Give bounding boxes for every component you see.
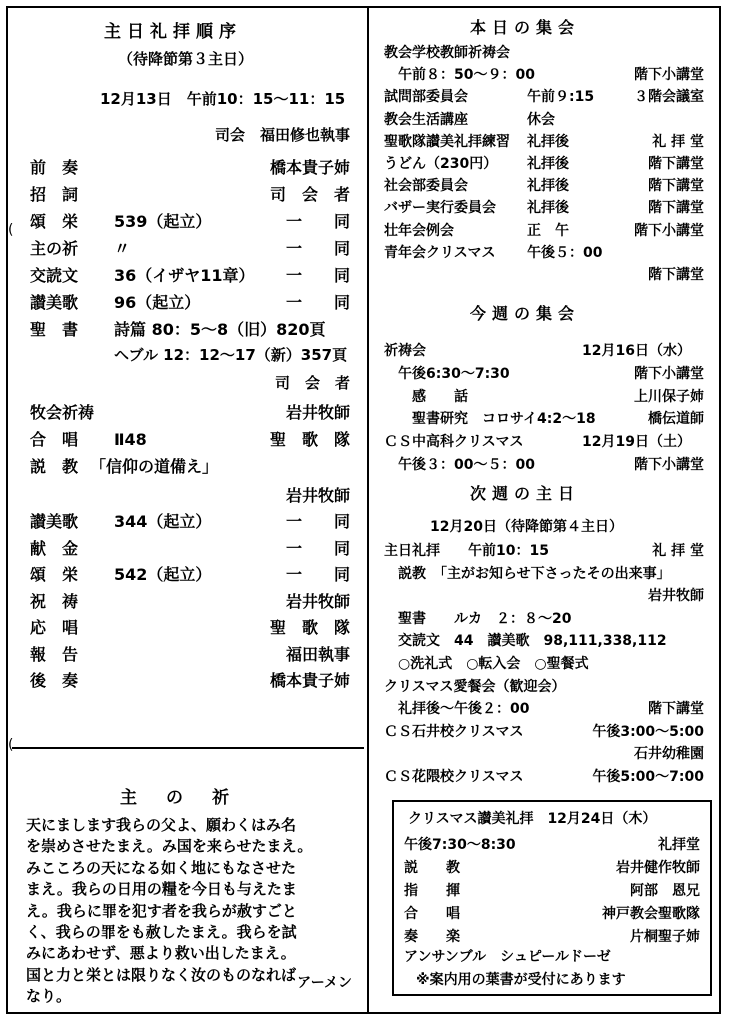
meeting-place: 階下小講堂: [634, 457, 704, 473]
meeting-name: 午後３：00～５：00: [384, 457, 535, 473]
meeting-time: 礼拝後: [527, 133, 569, 150]
presider: 司会 福田修也執事: [214, 126, 350, 144]
order-detail: 542（起立）: [114, 565, 212, 584]
meeting-name: 聖歌隊讃美礼拝練習: [384, 133, 510, 150]
section-divider: [12, 747, 364, 749]
christmas-item-detail: 片桐聖子姉: [630, 929, 700, 945]
next-item: ＣＳ石井校クリスマス: [384, 723, 524, 740]
order-person: 橋本貴子姉: [269, 671, 350, 690]
scripture-reader: 司 会 者: [274, 374, 350, 392]
christmas-item: 説 教: [404, 860, 460, 876]
order-person: 岩井牧師: [285, 591, 350, 611]
lords-prayer-line: を崇めさせたまえ。み国を来らせたまえ。: [26, 837, 313, 856]
meeting-place: 階下講堂: [648, 178, 704, 195]
order-label: 牧会祈祷: [30, 403, 95, 422]
meeting-name: 教会生活講座: [384, 111, 468, 128]
service-datetime: 12月13日 午前10：15～11：15: [100, 90, 346, 108]
next-item-detail: 礼 拝 堂: [652, 543, 704, 559]
christmas-item: 午後7:30～8:30: [404, 837, 516, 853]
scripture-new: ヘブル 12：12～17（新）357頁: [114, 346, 348, 364]
next-item-detail: 階下講堂: [648, 701, 704, 718]
meeting-place: 階下小講堂: [634, 365, 704, 382]
christmas-item: 合 唱: [404, 906, 460, 922]
meeting-name: うどん（230円）: [384, 156, 498, 172]
page-title: 主日礼拝順序: [104, 22, 242, 42]
christmas-item-detail: 神戸教会聖歌隊: [602, 906, 700, 922]
meeting-place: 階下講堂: [648, 267, 704, 283]
christmas-title: クリスマス讃美礼拝 12月24日（木）: [408, 811, 657, 827]
meeting-time: 礼拝後: [527, 200, 569, 217]
meeting-place: ３階会議室: [634, 89, 704, 106]
order-label: 応 唱: [30, 618, 79, 637]
sermon-title: 「信仰の道備え」: [90, 457, 219, 476]
meeting-name: 試問部委員会: [384, 89, 468, 106]
meeting-name: 壮年会例会: [384, 222, 454, 239]
meeting-name: 教会学校教師祈祷会: [384, 45, 510, 61]
christmas-item-detail: 礼拝堂: [658, 837, 700, 853]
order-person: 一 同: [285, 266, 350, 285]
lords-prayer-line: みこころの天になる如く地にもなさせた: [26, 858, 297, 877]
christmas-item-detail: 阿部 恩兄: [630, 883, 700, 899]
ensemble: アンサンブル シュピールドーゼ: [404, 949, 611, 965]
christmas-item: 奏 楽: [404, 929, 460, 945]
order-person: 聖 歌 隊: [269, 618, 350, 637]
order-detail: 36（イザヤ11章）: [114, 266, 255, 285]
meeting-name: 聖書研究 コロサイ4:2～18: [384, 411, 596, 428]
next-item: 聖書 ルカ ２：８～20: [384, 610, 572, 627]
subtitle: （待降節第３主日）: [118, 50, 254, 68]
next-sunday-title: 次週の主日: [470, 484, 581, 503]
meeting-name: 社会部委員会: [384, 178, 468, 195]
next-item: ＣＳ花隈校クリスマス: [384, 769, 524, 785]
order-label: 祝 祷: [30, 591, 79, 611]
next-item: 交読文 44 讃美歌 98,111,338,112: [384, 633, 667, 650]
order-person: 一 同: [285, 538, 350, 558]
meeting-place: 階下講堂: [648, 200, 704, 217]
meeting-name: 午前８：50～９：00: [384, 67, 535, 84]
hole-mark-icon: (: [8, 222, 14, 238]
order-label: 合 唱: [30, 430, 79, 449]
order-person: 一 同: [285, 293, 350, 312]
order-person: 岩井牧師: [285, 486, 350, 505]
meeting-name: 感 話: [384, 388, 468, 405]
meeting-time: 正 午: [527, 222, 569, 239]
order-detail: 詩篇 80：5～8（旧）820頁: [114, 320, 326, 339]
order-label: 聖 書: [30, 320, 79, 339]
order-label: 献 金: [30, 538, 79, 558]
order-label: 頌 栄: [30, 565, 79, 584]
next-item-detail: 石井幼稚園: [634, 746, 704, 763]
meeting-place: 橋伝道師: [648, 411, 704, 428]
meeting-place: 階下講堂: [648, 156, 704, 172]
next-item: クリスマス愛餐会（歓迎会）: [384, 678, 566, 695]
meeting-name: 青年会クリスマス: [384, 244, 496, 261]
meeting-place: 階下小講堂: [634, 67, 704, 84]
meeting-name: 午後6:30～7:30: [384, 365, 510, 382]
order-label: 讃美歌: [30, 293, 79, 312]
lords-prayer-title: 主 の 祈: [120, 788, 235, 808]
lords-prayer-line: く、我らの罪をも赦したまえ。我らを試: [26, 923, 297, 941]
order-label: 報 告: [30, 644, 79, 664]
today-meetings-title: 本日の集会: [470, 18, 581, 37]
meeting-time: 午前９:15: [527, 89, 595, 106]
next-item: 礼拝後～午後２：00: [384, 701, 530, 718]
order-person: 一 同: [285, 512, 350, 531]
lords-prayer-line: なり。: [26, 987, 72, 1006]
order-label: 説 教: [30, 457, 79, 476]
meeting-place: 階下小講堂: [634, 222, 704, 239]
meeting-time: 礼拝後: [527, 156, 569, 172]
meeting-place: 上川保子姉: [634, 388, 704, 405]
meeting-place: 礼 拝 堂: [652, 133, 704, 150]
order-detail: 〃: [114, 239, 131, 258]
order-person: 一 同: [285, 212, 350, 231]
order-label: 交読文: [30, 266, 79, 285]
next-item-detail: 岩井牧師: [648, 588, 704, 605]
meeting-time: 休会: [527, 111, 555, 128]
order-detail: Ⅱ48: [114, 430, 147, 449]
next-item: 主日礼拝 午前10：15: [384, 543, 549, 559]
order-person: 岩井牧師: [285, 403, 350, 422]
order-person: 聖 歌 隊: [269, 430, 350, 449]
order-label: 讃美歌: [30, 512, 79, 531]
order-label: 前 奏: [30, 158, 79, 177]
christmas-service-box: [392, 800, 712, 996]
order-label: 後 奏: [30, 671, 79, 690]
order-person: 司 会 者: [269, 185, 350, 204]
column-divider: [367, 6, 369, 1014]
week-meetings-title: 今週の集会: [470, 304, 581, 323]
meeting-time: 午後５：00: [527, 244, 603, 261]
lords-prayer-line: 天にまします我らの父よ、願わくはみ名: [26, 816, 297, 834]
lords-prayer-line: まえ。我らの日用の糧を今日も与えたま: [26, 880, 297, 899]
next-sunday-date: 12月20日（待降節第４主日）: [430, 519, 623, 535]
next-item: 説教 「主がお知らせ下さったその出来事」: [384, 565, 671, 582]
next-item: ○洗礼式 ○転入会 ○聖餐式: [384, 656, 589, 672]
order-person: 橋本貴子姉: [269, 158, 350, 177]
order-person: 一 同: [285, 239, 350, 258]
order-label: 主の祈: [30, 239, 79, 258]
amen: アーメン: [297, 975, 352, 991]
meeting-time: 12月16日（水）: [582, 343, 691, 359]
hole-mark-icon: (: [8, 737, 14, 753]
christmas-item: 指 揮: [404, 883, 460, 899]
order-person: 福田執事: [285, 644, 350, 664]
lords-prayer-line: え。我らに罪を犯す者を我らが赦すごと: [26, 901, 297, 920]
next-item-detail: 午後5:00～7:00: [592, 769, 704, 785]
christmas-item-detail: 岩井健作牧師: [616, 860, 700, 876]
meeting-time: 12月19日（土）: [582, 434, 691, 451]
order-detail: 539（起立）: [114, 212, 212, 231]
postcard-note: ※案内用の葉書が受付にあります: [416, 972, 626, 988]
order-label: 招 詞: [30, 185, 79, 204]
lords-prayer-line: 国と力と栄とは限りなく汝のものなれば: [26, 965, 297, 984]
order-detail: 344（起立）: [114, 512, 212, 531]
next-item-detail: 午後3:00～5:00: [592, 723, 704, 740]
order-person: 一 同: [285, 565, 350, 584]
lords-prayer-line: みにあわせず、悪より救い出したまえ。: [26, 944, 296, 963]
meeting-name: バザー実行委員会: [384, 200, 496, 217]
meeting-name: ＣＳ中高科クリスマス: [384, 434, 524, 451]
meeting-time: 礼拝後: [527, 178, 569, 195]
meeting-name: 祈祷会: [384, 343, 426, 359]
order-label: 頌 栄: [30, 212, 79, 231]
order-detail: 96（起立）: [114, 293, 201, 312]
